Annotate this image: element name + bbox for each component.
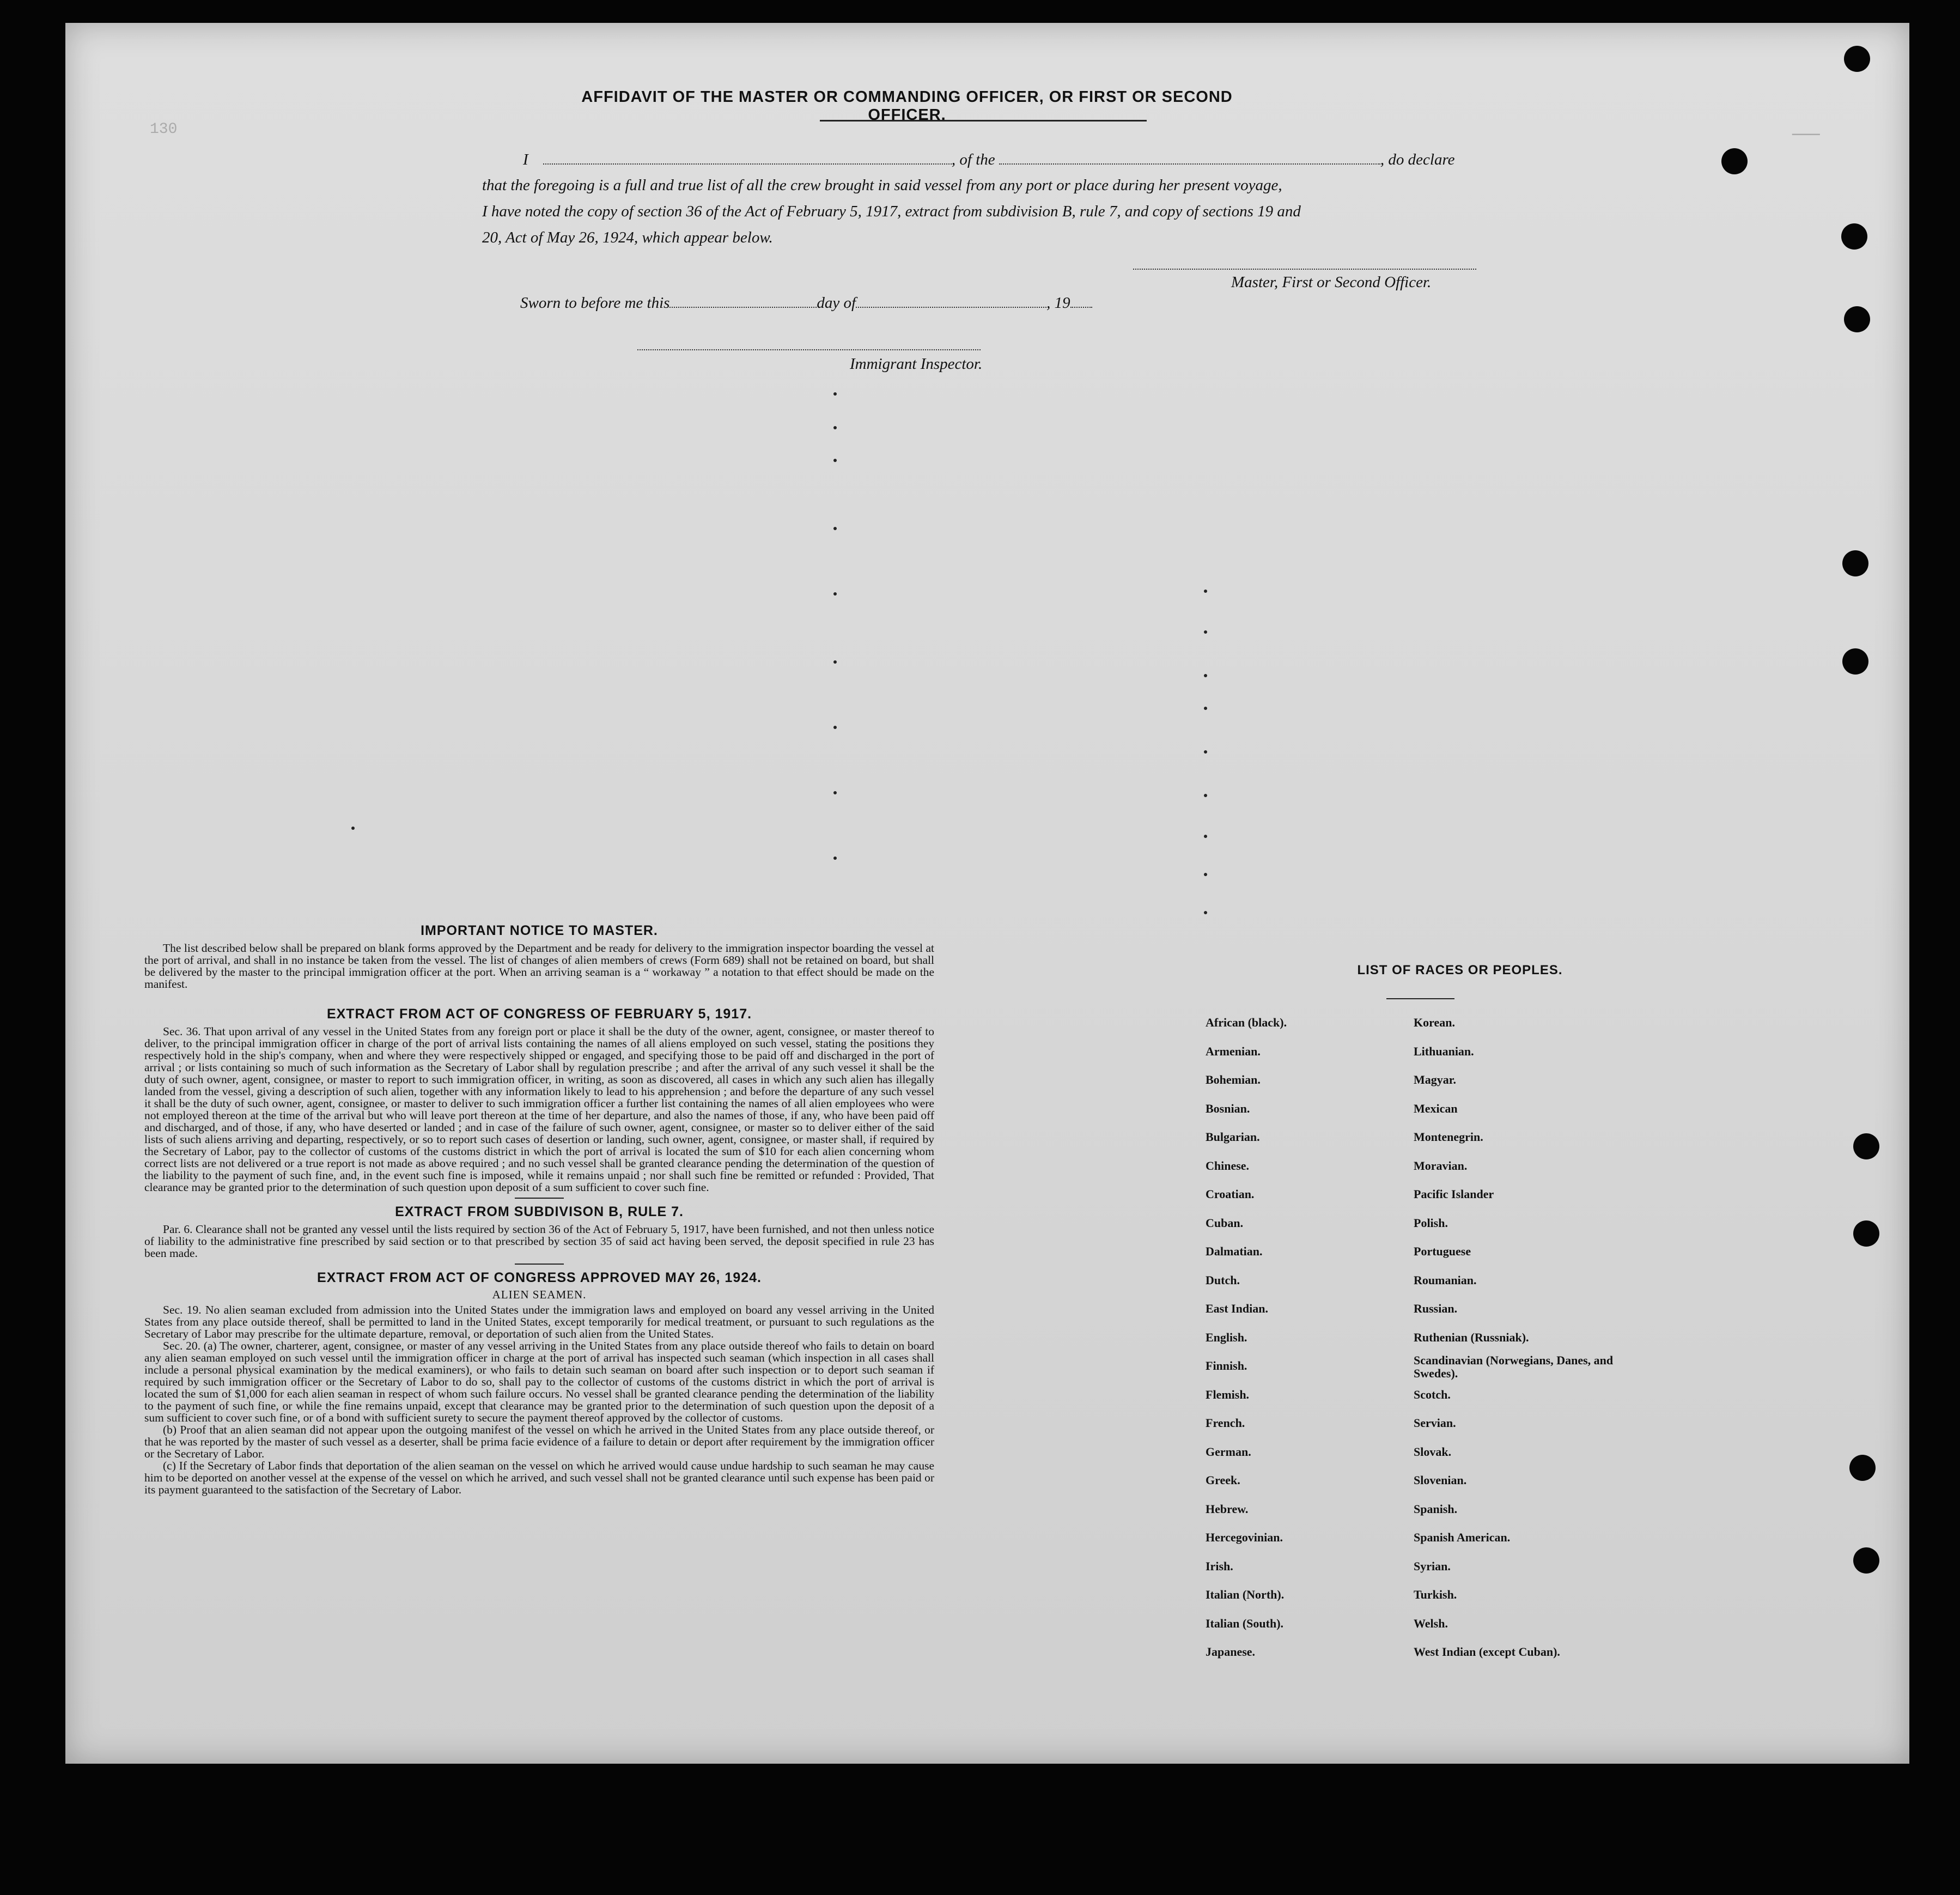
- sec-20c-text: (c) If the Secretary of Labor finds that deportation of the alien seaman on the vessel on which he arrived would cause undue hardship to such seaman he may cause him to be deported on another vessel at the expense of the vessel on which he arrived, and such vessel shall not be granted clearance until such expense has been paid or its payment guaranteed to the satisfaction of the Secretary of Labor.: [144, 1459, 934, 1496]
- speck: [833, 791, 837, 794]
- speck: [1204, 794, 1207, 797]
- race-item: Bulgarian.: [1206, 1130, 1260, 1144]
- notices-column: [144, 923, 934, 1496]
- speck: [1204, 835, 1207, 838]
- race-item: Spanish.: [1414, 1502, 1458, 1516]
- speck: [1204, 674, 1207, 677]
- race-item: Greek.: [1206, 1473, 1240, 1487]
- race-item: Spanish American.: [1414, 1530, 1511, 1544]
- punch-hole: [1844, 306, 1870, 332]
- speck: [1204, 873, 1207, 876]
- race-item: Bosnian.: [1206, 1101, 1250, 1115]
- race-item: Dutch.: [1206, 1273, 1240, 1287]
- extract-1917-title: EXTRACT FROM ACT OF CONGRESS OF FEBRUARY 5, 1917.: [326, 1006, 752, 1022]
- race-item: Turkish.: [1414, 1588, 1457, 1601]
- race-item: Cuban.: [1206, 1216, 1244, 1230]
- race-item: Flemish.: [1206, 1387, 1250, 1401]
- race-item: Roumanian.: [1414, 1273, 1477, 1287]
- race-item: Servian.: [1414, 1416, 1456, 1430]
- speck: [1204, 911, 1207, 914]
- race-item: Finnish.: [1206, 1359, 1247, 1372]
- punch-hole: [1853, 1133, 1879, 1159]
- sec-19-text: Sec. 19. No alien seaman excluded from admission into the United States under the immigration laws and employed on board any vessel arriving in the United States from any place outside thereof, shall be permitted to land in the United States, except temporarily for medical treatment, or pursuant to such regulations as the Secretary of Labor may prescribe for the ultimate departure, removal, or deportation of such alien from the United States.: [144, 1303, 934, 1340]
- day-of-label: day of: [817, 294, 856, 312]
- race-item: Lithuanian.: [1414, 1044, 1474, 1058]
- affidavit-line-2: that the foregoing is a full and true list of all the crew brought in said vessel from any port or place during her present voyage,: [482, 177, 1282, 194]
- race-item: Ruthenian (Russniak).: [1414, 1330, 1529, 1344]
- speck: [833, 660, 837, 664]
- inspector-label: Immigrant Inspector.: [850, 355, 983, 373]
- divider: [515, 1264, 564, 1265]
- speck: [833, 459, 837, 462]
- bleed-through-mark: 130: [150, 121, 178, 138]
- punch-hole: [1842, 550, 1868, 576]
- vessel-blank[interactable]: [999, 163, 1380, 165]
- of-the-label: , of the: [951, 151, 995, 168]
- race-item: Russian.: [1414, 1302, 1458, 1315]
- speck: [833, 726, 837, 729]
- race-item: English.: [1206, 1330, 1247, 1344]
- race-item: Polish.: [1414, 1216, 1448, 1230]
- speck: [833, 592, 837, 596]
- race-item: Irish.: [1206, 1559, 1233, 1573]
- punch-hole: [1842, 648, 1868, 675]
- sec-20b-text: (b) Proof that an alien seaman did not appear upon the outgoing manifest of the vessel on which he arrived in the United States from any place outside thereof, or that he was reported by the master of such vessel as a deserter, shall be prima facie evidence of a failure to detain or deport after requirement by the immigration officer or the Secretary of Labor.: [144, 1423, 934, 1460]
- master-label: Master, First or Second Officer.: [1231, 274, 1432, 291]
- speck: [1204, 590, 1207, 593]
- race-item: Dalmatian.: [1206, 1244, 1263, 1258]
- speck: [1204, 750, 1207, 754]
- speck: [833, 857, 837, 860]
- inspector-signature-line[interactable]: [637, 349, 981, 350]
- races-title-rule: [1386, 998, 1454, 999]
- sworn-month-blank[interactable]: [856, 306, 1046, 308]
- name-blank[interactable]: [543, 163, 952, 165]
- race-item: Welsh.: [1414, 1616, 1448, 1630]
- sworn-day-blank[interactable]: [669, 306, 817, 308]
- affidavit-title: AFFIDAVIT OF THE MASTER OR COMMANDING OFFICER, OR FIRST OR SECOND OFFICER.: [581, 88, 1233, 124]
- race-item: Syrian.: [1414, 1559, 1451, 1573]
- extract-1917-text: Sec. 36. That upon arrival of any vessel in the United States from any foreign port or place it shall be the duty of the owner, agent, consignee, or master thereof to deliver, to the principal immigration officer in charge of the port of arrival lists containing the names of all aliens employed on such vessel, stating the positions they respectively hold in the ship's company, when and where they were respectively shipped or engaged, and specifying those to be paid off and discharged in the port of arrival ; or lists containing so much of such information as the Secretary of Labor shall by regulation prescribe ; and after the arrival of any such vessel it shall be the duty of such owner, agent, consignee, or master to report to such immigration officer, in writing, as soon as discovered, all cases in which any such alien has illegally landed from the vessel, giving a description of such alien, together with any information likely to lead to his apprehension ; and before the departure of any such vessel it shall be the duty of such owner, agent, consignee, or master to deliver to such immigration officer a further list containing the names of all alien employees who were not employed thereon at the time of the arrival but who will leave port thereon at the time of her departure, and also the names of those, if any, who have been paid off and discharged, and of those, if any, who have deserted or landed ; and in case of the failure of such owner, agent, consignee, or master so to deliver either of the said lists of such aliens arriving and departing, respectively, or so to report such cases of desertion or landing, such owner, agent, consignee, or master shall, if required by the Secretary of Labor, pay to the collector of customs of the customs district in which the port of arrival is located the sum of $10 for each alien concerning whom correct lists are not delivered or a true report is not made as above required ; and no such vessel shall be granted clearance pending the determination of the question of the liability to the payment of such fine, and, in the event such fine is imposed, while it remains unpaid ; nor shall such fine be remitted or refunded : Provided, That clearance may be granted prior to the determination of such question upon deposit of a sum sufficient to cover such fine.: [144, 1025, 934, 1194]
- master-signature-line[interactable]: [1133, 268, 1476, 270]
- race-item: Pacific Islander: [1414, 1187, 1494, 1201]
- affidavit-line-4: 20, Act of May 26, 1924, which appear below.: [482, 229, 773, 246]
- race-item: German.: [1206, 1444, 1251, 1459]
- race-item: Scotch.: [1414, 1387, 1451, 1401]
- affidavit-line-1: [523, 151, 1455, 169]
- race-item: Bohemian.: [1206, 1073, 1261, 1086]
- alien-seamen-subtitle: ALIEN SEAMEN.: [492, 1288, 587, 1301]
- punch-hole: [1853, 1547, 1879, 1574]
- sec-20a-text: Sec. 20. (a) The owner, charterer, agent, consignee, or master of any vessel arriving in the United States from any place outside thereof who fails to detain on board any alien seaman employed on such vessel until the immigration officer in charge at the port of arrival has inspected such seaman (which inspection in all cases shall include a personal physical examination by the medical examiners), or who fails to detain such seaman on board after such inspection or to deport such seaman if required by such immigration officer or the Secretary of Labor to do so, shall pay to the collector of customs of the customs district in which the port of arrival is located the sum of $1,000 for each alien seaman in respect of whom such failure occurs. No vessel shall be granted clearance pending the determination of the liability to the payment of such fine, or while the fine remains unpaid, except that clearance may be granted prior to the determination of such question upon the deposit of a sum sufficient to cover such fine, or of a bond with sufficient surety to secure the payment thereof approved by the collector of customs.: [144, 1339, 934, 1424]
- race-item: French.: [1206, 1416, 1245, 1430]
- race-item: Mexican: [1414, 1101, 1458, 1115]
- extract-1924-title: EXTRACT FROM ACT OF CONGRESS APPROVED MAY 26, 1924.: [317, 1270, 762, 1285]
- race-item: Moravian.: [1414, 1158, 1468, 1173]
- race-item: Scandinavian (Norwegians, Danes, and Swedes).: [1414, 1353, 1614, 1380]
- year-label: , 19: [1046, 294, 1070, 312]
- punch-hole: [1841, 223, 1867, 250]
- speck: [1204, 707, 1207, 710]
- race-item: West Indian (except Cuban).: [1414, 1645, 1560, 1659]
- speck: [351, 827, 355, 830]
- do-declare-label: , do declare: [1380, 151, 1455, 168]
- affidavit-line-3: I have noted the copy of section 36 of the Act of February 5, 1917, extract from subdivision B, rule 7, and copy of sections 19 and: [482, 203, 1301, 220]
- speck: [833, 426, 837, 429]
- punch-hole: [1721, 148, 1748, 174]
- i-label: I: [523, 151, 528, 168]
- race-item: Hebrew.: [1206, 1502, 1249, 1516]
- race-item: Japanese.: [1206, 1645, 1256, 1659]
- bleed-through-mark: ـــ: [1792, 123, 1820, 140]
- punch-hole: [1844, 46, 1870, 72]
- subdivision-title: EXTRACT FROM SUBDIVISON B, RULE 7.: [395, 1204, 684, 1219]
- sworn-label: Sworn to before me this: [520, 294, 670, 312]
- notice-title: IMPORTANT NOTICE TO MASTER.: [421, 923, 658, 938]
- race-item: Korean.: [1414, 1016, 1455, 1029]
- race-item: Montenegrin.: [1414, 1130, 1483, 1144]
- race-item: East Indian.: [1206, 1302, 1268, 1315]
- divider: [515, 1198, 564, 1199]
- race-item: Italian (South).: [1206, 1616, 1284, 1630]
- sworn-year-blank[interactable]: [1070, 306, 1092, 308]
- races-title: LIST OF RACES OR PEOPLES.: [1357, 963, 1563, 977]
- speck: [833, 392, 837, 396]
- manifest-back-page: [65, 23, 1909, 1764]
- race-item: African (black).: [1206, 1016, 1287, 1029]
- race-item: Magyar.: [1414, 1073, 1457, 1086]
- notice-text: The list described below shall be prepared on blank forms approved by the Department and be ready for delivery to the immigration inspector boarding the vessel at the port of arrival, and shall in no instance be taken from the vessel. The list of changes of alien members of crews (Form 689) shall not be retained on board, but shall be delivered by the master to the principal immigration officer at the port. When an arriving seaman is a “ workaway ” a notation to that effect should be made on the manifest.: [144, 942, 934, 991]
- race-item: Chinese.: [1206, 1158, 1250, 1173]
- speck: [1204, 630, 1207, 634]
- race-item: Slovak.: [1414, 1444, 1452, 1459]
- race-item: Hercegovinian.: [1206, 1530, 1283, 1544]
- punch-hole: [1853, 1220, 1879, 1247]
- speck: [833, 527, 837, 530]
- subdivision-text: Par. 6. Clearance shall not be granted any vessel until the lists required by section 36 of the Act of February 5, 1917, have been furnished, and not then unless notice of liability to the administrative fine prescribed by said section or to that prescribed by section 35 of said act having been served, the deposit specified in rule 23 has been made.: [144, 1223, 934, 1260]
- punch-hole: [1849, 1455, 1876, 1481]
- race-item: Portuguese: [1414, 1244, 1471, 1258]
- race-item: Italian (North).: [1206, 1588, 1285, 1601]
- race-item: Croatian.: [1206, 1187, 1255, 1201]
- race-item: Slovenian.: [1414, 1473, 1467, 1487]
- race-item: Armenian.: [1206, 1044, 1261, 1058]
- title-rule: [820, 120, 1147, 122]
- sworn-line: [520, 294, 1092, 312]
